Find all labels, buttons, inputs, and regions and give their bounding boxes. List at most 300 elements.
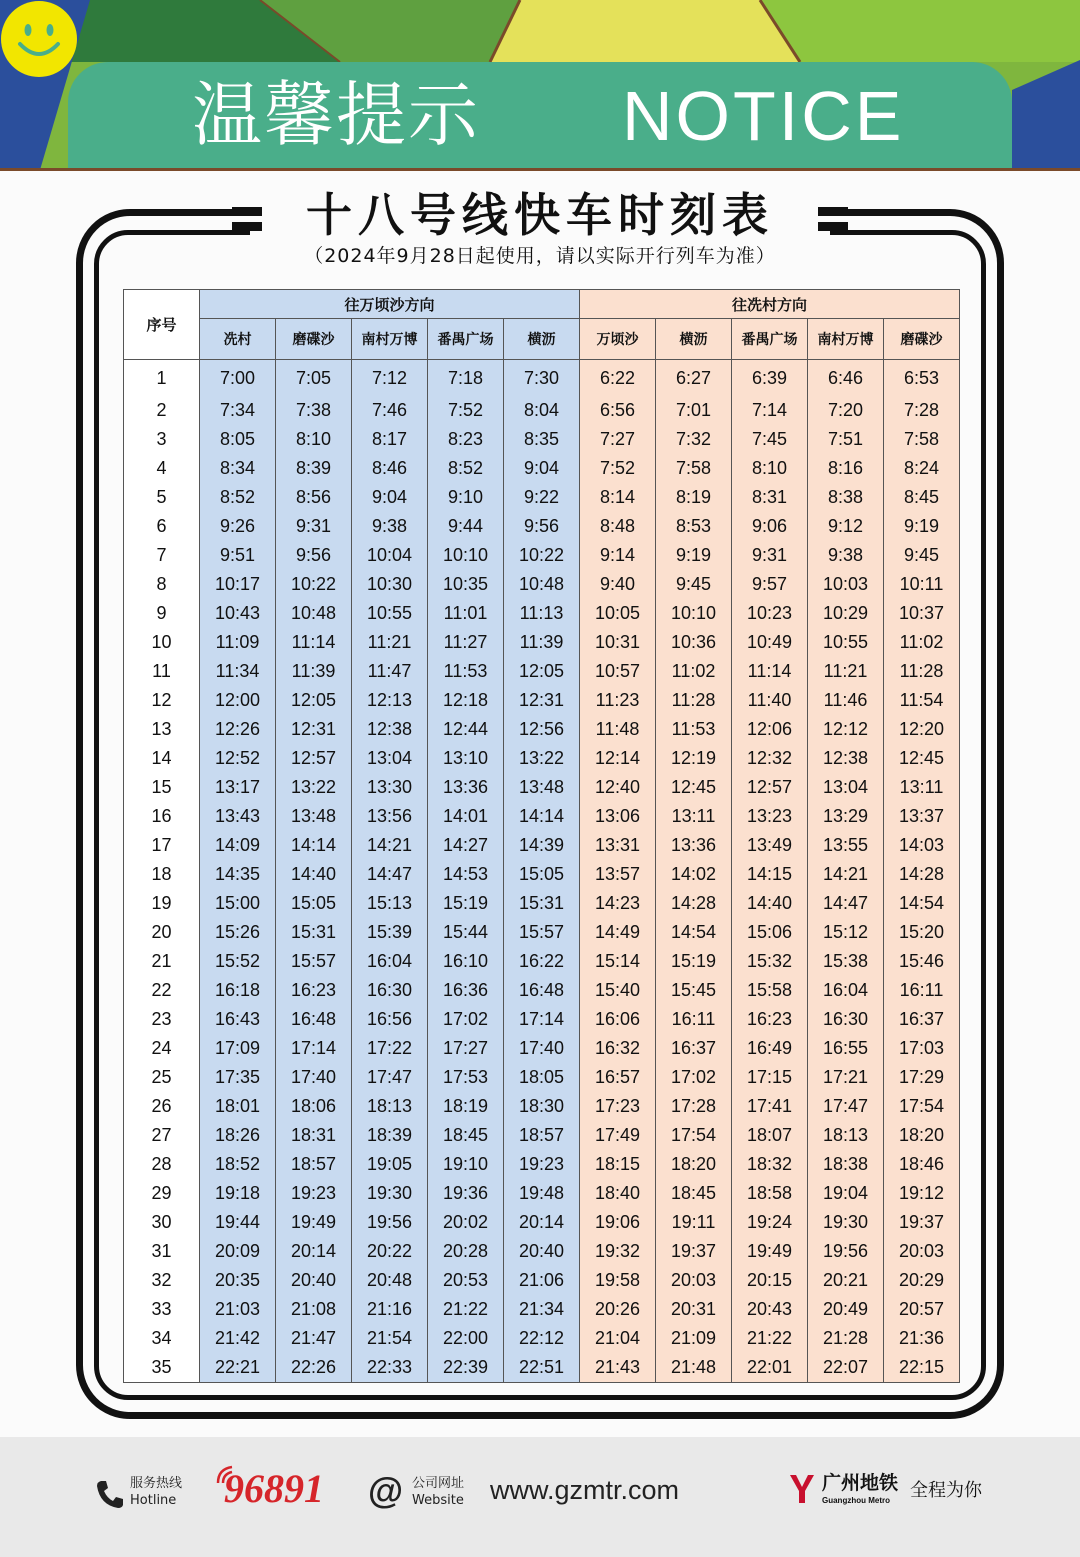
table-row <box>124 599 960 628</box>
dir1-time-cell: 9:56 <box>276 541 352 570</box>
dir1-time-cell: 9:31 <box>276 512 352 541</box>
dir1-time-cell: 8:23 <box>428 425 504 454</box>
dir2-time-cell: 22:15 <box>884 1353 960 1383</box>
table-row <box>124 947 960 976</box>
dir2-time-cell: 9:57 <box>732 570 808 599</box>
dir2-time-cell: 10:29 <box>808 599 884 628</box>
table-row <box>124 1324 960 1353</box>
dir1-time-cell: 15:26 <box>200 918 276 947</box>
dir2-time-cell: 11:02 <box>656 657 732 686</box>
station-header-row <box>124 319 960 360</box>
dir2-time-cell: 15:32 <box>732 947 808 976</box>
dir1-time-cell: 16:04 <box>352 947 428 976</box>
dir1-time-cell: 15:57 <box>276 947 352 976</box>
dir1-station-header: 南村万博 <box>352 319 428 360</box>
dir1-time-cell: 22:26 <box>276 1353 352 1383</box>
dir1-time-cell: 21:03 <box>200 1295 276 1324</box>
dir2-time-cell: 10:05 <box>580 599 656 628</box>
dir2-time-cell: 12:45 <box>884 744 960 773</box>
dir1-time-cell: 18:57 <box>504 1121 580 1150</box>
website-label-en: Website <box>412 1493 464 1508</box>
dir2-time-cell: 10:31 <box>580 628 656 657</box>
dir1-time-cell: 15:52 <box>200 947 276 976</box>
dir2-time-cell: 17:41 <box>732 1092 808 1121</box>
dir2-time-cell: 14:02 <box>656 860 732 889</box>
dir2-time-cell: 19:49 <box>732 1237 808 1266</box>
dir2-time-cell: 18:15 <box>580 1150 656 1179</box>
dir1-time-cell: 12:05 <box>504 657 580 686</box>
dir1-time-cell: 20:14 <box>276 1237 352 1266</box>
dir2-time-cell: 17:47 <box>808 1092 884 1121</box>
dir1-time-cell: 19:48 <box>504 1179 580 1208</box>
brand-name-en: Guangzhou Metro <box>822 1496 890 1505</box>
dir1-time-cell: 17:27 <box>428 1034 504 1063</box>
dir2-time-cell: 14:54 <box>884 889 960 918</box>
dir1-time-cell: 14:40 <box>276 860 352 889</box>
dir2-time-cell: 8:48 <box>580 512 656 541</box>
dir2-time-cell: 13:37 <box>884 802 960 831</box>
seq-cell: 22 <box>124 976 200 1005</box>
dir1-time-cell: 14:39 <box>504 831 580 860</box>
dir2-time-cell: 16:32 <box>580 1034 656 1063</box>
table-row <box>124 512 960 541</box>
dir1-time-cell: 12:56 <box>504 715 580 744</box>
dir1-time-cell: 13:43 <box>200 802 276 831</box>
table-row <box>124 802 960 831</box>
dir2-time-cell: 12:45 <box>656 773 732 802</box>
dir1-time-cell: 8:05 <box>200 425 276 454</box>
dir2-time-cell: 9:38 <box>808 541 884 570</box>
dir2-time-cell: 8:10 <box>732 454 808 483</box>
seq-cell: 2 <box>124 396 200 425</box>
dir2-time-cell: 13:31 <box>580 831 656 860</box>
table-row <box>124 860 960 889</box>
dir1-time-cell: 13:30 <box>352 773 428 802</box>
notice-banner <box>0 0 1080 170</box>
dir1-time-cell: 7:34 <box>200 396 276 425</box>
dir1-station-header: 冼村 <box>200 319 276 360</box>
table-row <box>124 918 960 947</box>
dir2-time-cell: 19:56 <box>808 1237 884 1266</box>
dir1-time-cell: 21:34 <box>504 1295 580 1324</box>
dir2-time-cell: 16:37 <box>656 1034 732 1063</box>
dir2-time-cell: 9:31 <box>732 541 808 570</box>
dir2-time-cell: 18:07 <box>732 1121 808 1150</box>
dir1-time-cell: 8:56 <box>276 483 352 512</box>
dir1-time-cell: 18:05 <box>504 1063 580 1092</box>
dir2-time-cell: 6:46 <box>808 360 884 397</box>
dir1-time-cell: 12:44 <box>428 715 504 744</box>
dir1-time-cell: 22:39 <box>428 1353 504 1383</box>
smiley-icon <box>0 0 78 78</box>
dir1-station-header: 横沥 <box>504 319 580 360</box>
dir2-time-cell: 12:32 <box>732 744 808 773</box>
dir1-time-cell: 11:27 <box>428 628 504 657</box>
dir2-time-cell: 18:20 <box>656 1150 732 1179</box>
seq-header: 序号 <box>124 290 200 360</box>
seq-cell: 17 <box>124 831 200 860</box>
seq-cell: 25 <box>124 1063 200 1092</box>
dir2-time-cell: 14:47 <box>808 889 884 918</box>
dir2-station-header: 横沥 <box>656 319 732 360</box>
seq-cell: 35 <box>124 1353 200 1383</box>
dir2-time-cell: 10:23 <box>732 599 808 628</box>
dir1-time-cell: 7:18 <box>428 360 504 397</box>
dir1-time-cell: 12:00 <box>200 686 276 715</box>
dir1-time-cell: 17:53 <box>428 1063 504 1092</box>
dir2-time-cell: 9:19 <box>656 541 732 570</box>
dir1-time-cell: 17:09 <box>200 1034 276 1063</box>
dir2-time-cell: 11:21 <box>808 657 884 686</box>
notice-title-en: NOTICE <box>622 77 905 155</box>
dir1-time-cell: 17:47 <box>352 1063 428 1092</box>
dir2-time-cell: 14:28 <box>656 889 732 918</box>
dir2-time-cell: 11:46 <box>808 686 884 715</box>
dir1-time-cell: 8:52 <box>428 454 504 483</box>
dir1-time-cell: 9:56 <box>504 512 580 541</box>
dir2-time-cell: 11:54 <box>884 686 960 715</box>
dir1-time-cell: 15:13 <box>352 889 428 918</box>
dir2-time-cell: 12:57 <box>732 773 808 802</box>
dir2-time-cell: 16:11 <box>656 1005 732 1034</box>
dir1-time-cell: 15:44 <box>428 918 504 947</box>
dir2-time-cell: 8:19 <box>656 483 732 512</box>
dir1-time-cell: 8:10 <box>276 425 352 454</box>
table-row <box>124 1237 960 1266</box>
dir1-time-cell: 10:17 <box>200 570 276 599</box>
table-row <box>124 744 960 773</box>
dir2-time-cell: 21:22 <box>732 1324 808 1353</box>
dir2-time-cell: 14:23 <box>580 889 656 918</box>
dir2-time-cell: 16:04 <box>808 976 884 1005</box>
dir1-time-cell: 20:28 <box>428 1237 504 1266</box>
dir1-time-cell: 14:14 <box>276 831 352 860</box>
dir1-time-cell: 12:18 <box>428 686 504 715</box>
seq-cell: 10 <box>124 628 200 657</box>
dir1-time-cell: 22:12 <box>504 1324 580 1353</box>
dir2-time-cell: 14:28 <box>884 860 960 889</box>
dir2-time-cell: 10:37 <box>884 599 960 628</box>
dir1-time-cell: 9:26 <box>200 512 276 541</box>
dir2-time-cell: 21:09 <box>656 1324 732 1353</box>
dir1-time-cell: 13:56 <box>352 802 428 831</box>
hotline-label-cn: 服务热线 <box>130 1476 183 1491</box>
seq-cell: 18 <box>124 860 200 889</box>
table-row <box>124 483 960 512</box>
dir2-time-cell: 11:14 <box>732 657 808 686</box>
dir1-time-cell: 18:52 <box>200 1150 276 1179</box>
dir1-time-cell: 16:36 <box>428 976 504 1005</box>
dir1-time-cell: 20:14 <box>504 1208 580 1237</box>
dir1-time-cell: 11:13 <box>504 599 580 628</box>
dir1-time-cell: 13:48 <box>504 773 580 802</box>
dir2-time-cell: 20:57 <box>884 1295 960 1324</box>
seq-cell: 24 <box>124 1034 200 1063</box>
dir1-time-cell: 18:06 <box>276 1092 352 1121</box>
footer <box>0 1437 1080 1557</box>
dir1-time-cell: 10:43 <box>200 599 276 628</box>
dir1-time-cell: 11:09 <box>200 628 276 657</box>
dir2-station-header: 磨碟沙 <box>884 319 960 360</box>
dir2-time-cell: 11:53 <box>656 715 732 744</box>
dir2-time-cell: 10:11 <box>884 570 960 599</box>
hotline-label-en: Hotline <box>130 1493 177 1508</box>
dir2-time-cell: 17:02 <box>656 1063 732 1092</box>
dir2-time-cell: 12:38 <box>808 744 884 773</box>
dir1-time-cell: 18:57 <box>276 1150 352 1179</box>
dir1-header: 往万顷沙方向 <box>200 290 580 319</box>
dir1-time-cell: 8:35 <box>504 425 580 454</box>
dir1-time-cell: 15:57 <box>504 918 580 947</box>
dir1-time-cell: 11:14 <box>276 628 352 657</box>
dir1-time-cell: 16:30 <box>352 976 428 1005</box>
dir1-time-cell: 11:47 <box>352 657 428 686</box>
table-row <box>124 454 960 483</box>
dir2-time-cell: 12:19 <box>656 744 732 773</box>
dir2-time-cell: 13:23 <box>732 802 808 831</box>
seq-cell: 27 <box>124 1121 200 1150</box>
dir1-time-cell: 17:02 <box>428 1005 504 1034</box>
dir2-time-cell: 16:37 <box>884 1005 960 1034</box>
dir1-time-cell: 20:02 <box>428 1208 504 1237</box>
dir1-time-cell: 9:10 <box>428 483 504 512</box>
table-row <box>124 425 960 454</box>
dir1-time-cell: 7:46 <box>352 396 428 425</box>
dir2-time-cell: 16:11 <box>884 976 960 1005</box>
dir2-time-cell: 7:45 <box>732 425 808 454</box>
dir2-time-cell: 20:49 <box>808 1295 884 1324</box>
dir1-time-cell: 7:38 <box>276 396 352 425</box>
dir2-station-header: 万顷沙 <box>580 319 656 360</box>
dir1-time-cell: 9:38 <box>352 512 428 541</box>
seq-cell: 12 <box>124 686 200 715</box>
timetable-title: 十八号线快车时刻表 <box>306 188 774 242</box>
dir1-time-cell: 10:22 <box>504 541 580 570</box>
dir1-time-cell: 10:48 <box>504 570 580 599</box>
dir1-time-cell: 13:10 <box>428 744 504 773</box>
dir1-station-header: 磨碟沙 <box>276 319 352 360</box>
seq-cell: 26 <box>124 1092 200 1121</box>
dir1-time-cell: 14:53 <box>428 860 504 889</box>
dir1-time-cell: 16:48 <box>504 976 580 1005</box>
dir1-time-cell: 18:31 <box>276 1121 352 1150</box>
dir1-time-cell: 16:18 <box>200 976 276 1005</box>
dir1-time-cell: 20:35 <box>200 1266 276 1295</box>
dir2-time-cell: 18:38 <box>808 1150 884 1179</box>
seq-cell: 30 <box>124 1208 200 1237</box>
dir2-time-cell: 8:14 <box>580 483 656 512</box>
dir2-time-cell: 10:03 <box>808 570 884 599</box>
dir1-time-cell: 11:53 <box>428 657 504 686</box>
dir2-time-cell: 17:21 <box>808 1063 884 1092</box>
dir1-time-cell: 15:31 <box>276 918 352 947</box>
seq-cell: 3 <box>124 425 200 454</box>
table-row <box>124 541 960 570</box>
dir2-time-cell: 13:11 <box>884 773 960 802</box>
table-row <box>124 628 960 657</box>
table-row <box>124 396 960 425</box>
phone-icon <box>94 1478 126 1510</box>
table-row <box>124 1034 960 1063</box>
dir2-time-cell: 13:55 <box>808 831 884 860</box>
dir2-time-cell: 10:49 <box>732 628 808 657</box>
dir1-time-cell: 17:40 <box>504 1034 580 1063</box>
dir2-time-cell: 20:03 <box>656 1266 732 1295</box>
seq-cell: 16 <box>124 802 200 831</box>
dir2-time-cell: 8:24 <box>884 454 960 483</box>
dir1-time-cell: 12:05 <box>276 686 352 715</box>
dir1-time-cell: 12:31 <box>504 686 580 715</box>
dir2-time-cell: 11:28 <box>884 657 960 686</box>
dir2-time-cell: 21:36 <box>884 1324 960 1353</box>
dir2-time-cell: 6:27 <box>656 360 732 397</box>
dir2-time-cell: 10:55 <box>808 628 884 657</box>
dir2-time-cell: 12:12 <box>808 715 884 744</box>
timetable-subtitle: （2024年9月28日起使用，请以实际开行列车为准） <box>304 245 776 267</box>
seq-cell: 13 <box>124 715 200 744</box>
dir1-time-cell: 16:10 <box>428 947 504 976</box>
dir1-time-cell: 9:04 <box>504 454 580 483</box>
dir2-time-cell: 6:22 <box>580 360 656 397</box>
dir2-time-cell: 11:23 <box>580 686 656 715</box>
dir1-time-cell: 14:35 <box>200 860 276 889</box>
dir2-time-cell: 14:03 <box>884 831 960 860</box>
dir2-time-cell: 9:45 <box>884 541 960 570</box>
dir1-station-header: 番禺广场 <box>428 319 504 360</box>
seq-cell: 4 <box>124 454 200 483</box>
dir1-time-cell: 22:33 <box>352 1353 428 1383</box>
dir1-time-cell: 19:49 <box>276 1208 352 1237</box>
dir2-time-cell: 12:06 <box>732 715 808 744</box>
dir1-time-cell: 21:08 <box>276 1295 352 1324</box>
dir1-time-cell: 18:26 <box>200 1121 276 1150</box>
dir2-time-cell: 18:13 <box>808 1121 884 1150</box>
hotline-number[interactable]: 96891 <box>224 1466 324 1511</box>
dir1-time-cell: 9:44 <box>428 512 504 541</box>
table-row <box>124 1005 960 1034</box>
dir2-time-cell: 15:46 <box>884 947 960 976</box>
dir1-time-cell: 19:36 <box>428 1179 504 1208</box>
dir2-time-cell: 18:45 <box>656 1179 732 1208</box>
seq-cell: 19 <box>124 889 200 918</box>
dir1-time-cell: 8:34 <box>200 454 276 483</box>
dir1-time-cell: 18:45 <box>428 1121 504 1150</box>
dir2-time-cell: 12:14 <box>580 744 656 773</box>
table-row <box>124 360 960 397</box>
dir2-header: 往冼村方向 <box>580 290 960 319</box>
dir2-time-cell: 20:29 <box>884 1266 960 1295</box>
seq-cell: 1 <box>124 360 200 397</box>
dir2-time-cell: 19:24 <box>732 1208 808 1237</box>
dir2-time-cell: 15:45 <box>656 976 732 1005</box>
table-row <box>124 1179 960 1208</box>
dir2-time-cell: 9:06 <box>732 512 808 541</box>
dir2-time-cell: 7:20 <box>808 396 884 425</box>
notice-title-cn: 温馨提示 <box>192 74 480 156</box>
brand-name-cn: 广州地铁 <box>822 1472 899 1494</box>
dir1-time-cell: 18:13 <box>352 1092 428 1121</box>
dir1-time-cell: 10:30 <box>352 570 428 599</box>
dir2-time-cell: 11:40 <box>732 686 808 715</box>
table-row <box>124 1150 960 1179</box>
table-row <box>124 715 960 744</box>
table-row <box>124 1121 960 1150</box>
dir2-time-cell: 12:20 <box>884 715 960 744</box>
dir1-time-cell: 13:22 <box>504 744 580 773</box>
seq-cell: 11 <box>124 657 200 686</box>
dir1-time-cell: 18:30 <box>504 1092 580 1121</box>
table-row <box>124 1208 960 1237</box>
dir2-time-cell: 8:53 <box>656 512 732 541</box>
dir1-time-cell: 19:44 <box>200 1208 276 1237</box>
dir1-time-cell: 16:48 <box>276 1005 352 1034</box>
dir2-time-cell: 15:40 <box>580 976 656 1005</box>
dir1-time-cell: 14:09 <box>200 831 276 860</box>
dir2-time-cell: 21:28 <box>808 1324 884 1353</box>
dir1-time-cell: 12:26 <box>200 715 276 744</box>
dir2-time-cell: 17:54 <box>656 1121 732 1150</box>
seq-cell: 15 <box>124 773 200 802</box>
dir2-time-cell: 13:11 <box>656 802 732 831</box>
dir1-time-cell: 21:16 <box>352 1295 428 1324</box>
seq-cell: 33 <box>124 1295 200 1324</box>
dir2-time-cell: 6:56 <box>580 396 656 425</box>
dir1-time-cell: 13:17 <box>200 773 276 802</box>
dir2-time-cell: 17:49 <box>580 1121 656 1150</box>
dir2-station-header: 番禺广场 <box>732 319 808 360</box>
dir2-time-cell: 22:01 <box>732 1353 808 1383</box>
seq-cell: 28 <box>124 1150 200 1179</box>
dir2-time-cell: 6:39 <box>732 360 808 397</box>
dir2-time-cell: 17:03 <box>884 1034 960 1063</box>
website-url[interactable]: www.gzmtr.com <box>490 1475 680 1505</box>
seq-cell: 32 <box>124 1266 200 1295</box>
dir2-time-cell: 21:43 <box>580 1353 656 1383</box>
dir2-time-cell: 8:45 <box>884 483 960 512</box>
dir1-time-cell: 10:48 <box>276 599 352 628</box>
dir2-time-cell: 10:10 <box>656 599 732 628</box>
dir1-time-cell: 15:00 <box>200 889 276 918</box>
dir2-time-cell: 19:06 <box>580 1208 656 1237</box>
dir1-time-cell: 17:35 <box>200 1063 276 1092</box>
dir2-time-cell: 14:21 <box>808 860 884 889</box>
dir2-time-cell: 16:49 <box>732 1034 808 1063</box>
table-row <box>124 1092 960 1121</box>
dir2-time-cell: 8:16 <box>808 454 884 483</box>
dir1-time-cell: 11:39 <box>276 657 352 686</box>
dir2-time-cell: 17:15 <box>732 1063 808 1092</box>
dir2-time-cell: 10:36 <box>656 628 732 657</box>
dir2-time-cell: 7:51 <box>808 425 884 454</box>
dir2-time-cell: 16:57 <box>580 1063 656 1092</box>
seq-cell: 9 <box>124 599 200 628</box>
dir1-time-cell: 16:43 <box>200 1005 276 1034</box>
dir1-time-cell: 11:34 <box>200 657 276 686</box>
dir1-time-cell: 22:00 <box>428 1324 504 1353</box>
table-row <box>124 570 960 599</box>
dir1-time-cell: 12:31 <box>276 715 352 744</box>
dir2-time-cell: 18:40 <box>580 1179 656 1208</box>
dir2-time-cell: 9:45 <box>656 570 732 599</box>
dir1-time-cell: 7:30 <box>504 360 580 397</box>
guangzhou-metro-logo-icon <box>788 1473 816 1505</box>
dir2-time-cell: 18:46 <box>884 1150 960 1179</box>
dir1-time-cell: 12:38 <box>352 715 428 744</box>
dir1-time-cell: 9:04 <box>352 483 428 512</box>
dir1-time-cell: 14:27 <box>428 831 504 860</box>
dir2-time-cell: 15:58 <box>732 976 808 1005</box>
at-icon: @ <box>368 1470 404 1511</box>
